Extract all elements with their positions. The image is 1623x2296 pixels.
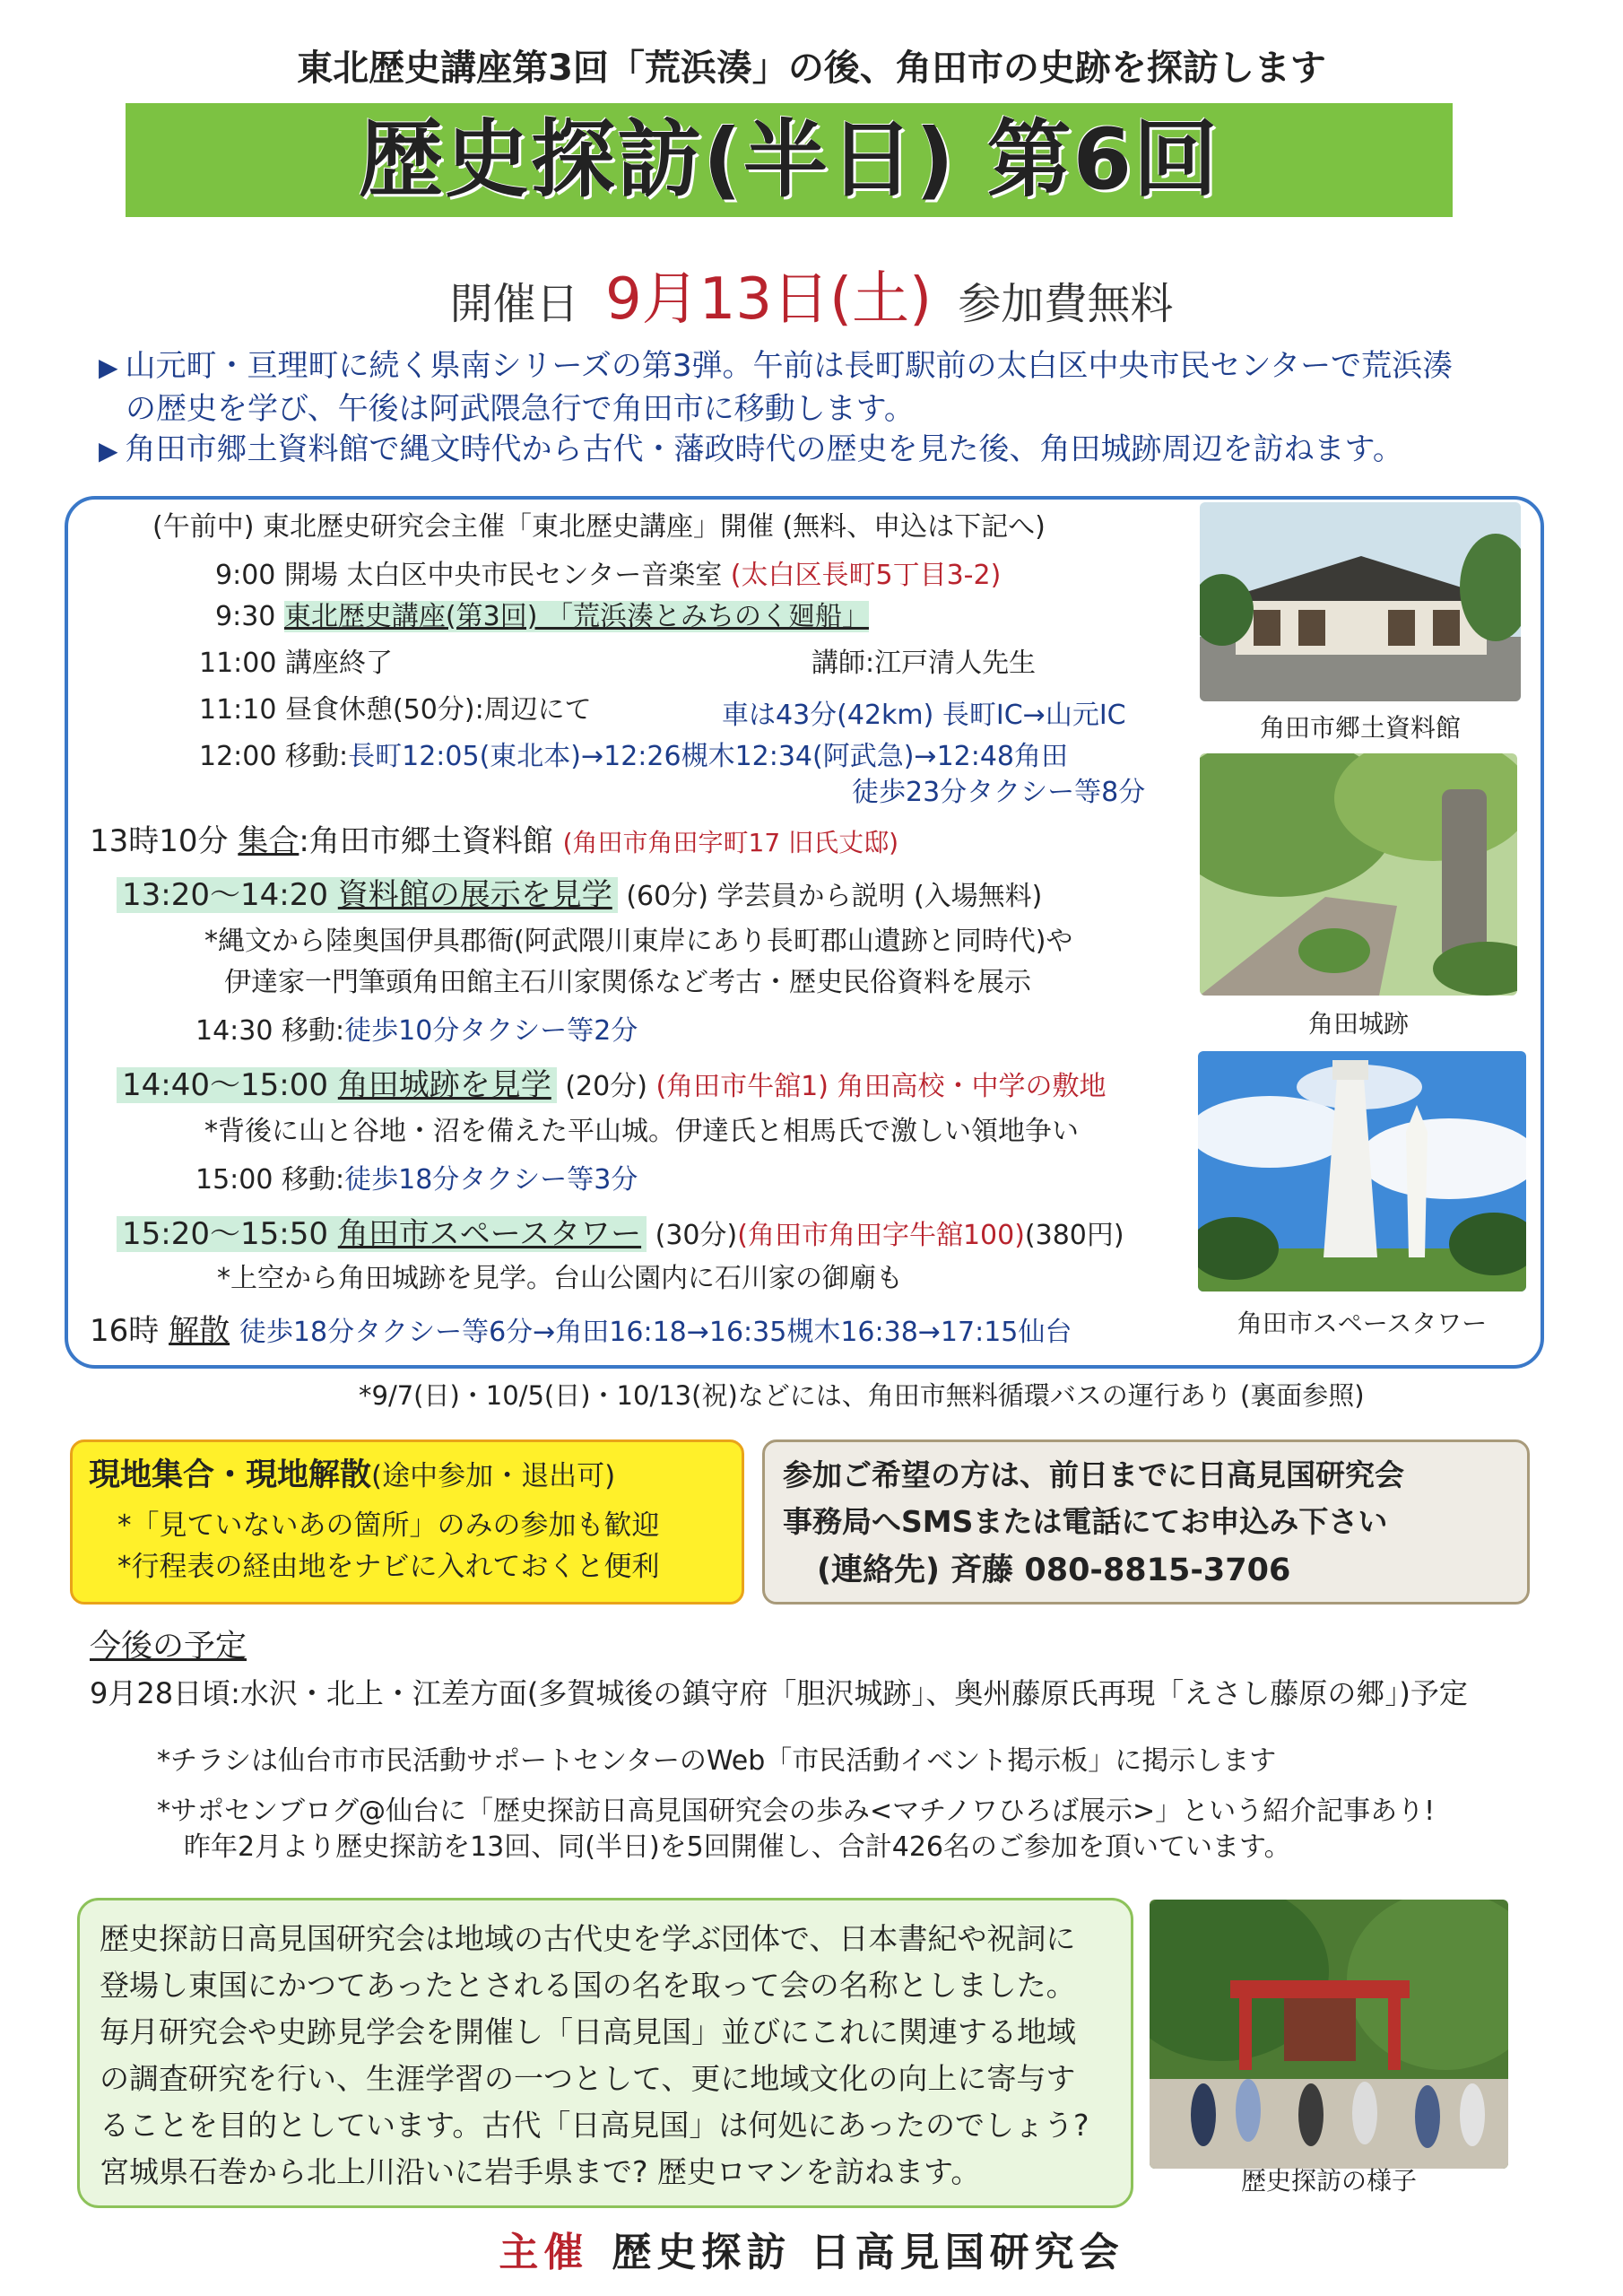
bus-note: *9/7(日)・10/5(日)・10/13(祝)などには、角田市無料循環バスの運行あり (裏面参照) <box>359 1380 1365 1411</box>
about-line: 登場し東国にかつてあったとされる国の名を取って会の名称としました。 <box>100 1968 1076 2003</box>
time-highlight <box>117 1216 647 1252</box>
intro-text: 角田市郷土資料館で縄文時代から古代・藩政時代の歴史を見た後、角田城跡周辺を訪ねます。 <box>125 431 1403 467</box>
note-line-3: 昨年2月より歴史探訪を13回、同(半日)を5回開催し、合計426名のご参加を頂いています。 <box>184 1831 1291 1863</box>
car-route: 車は43分(42km) 長町IC→山元IC <box>722 700 1126 731</box>
gather-place: :角田市郷土資料館 <box>299 823 553 859</box>
schedule-row-1520 <box>117 1216 1124 1254</box>
lecturer: 講師:江戸清人先生 <box>812 648 1037 679</box>
organizer-name: 歴史探訪 日高見国研究会 <box>612 2230 1124 2275</box>
castle-desc: *背後に山と谷地・沼を備えた平山城。伊達氏と相馬氏で激しい領地争い <box>204 1116 1079 1147</box>
schedule-row-1310 <box>90 823 898 861</box>
organizer-footer <box>0 2220 1623 2277</box>
row-address: (角田市角田字牛舘100) <box>737 1220 1025 1251</box>
about-line: の調査研究を行い、生涯学習の一つとして、更に地域文化の向上に寄与す <box>100 2061 1076 2096</box>
activity-title: 資料館の展示を見学 <box>337 877 612 913</box>
intro-item-1 <box>99 345 1542 430</box>
date-line <box>0 253 1623 335</box>
activity-title: 角田城跡を見学 <box>337 1067 551 1103</box>
schedule-row-1440 <box>117 1067 1107 1105</box>
about-line: ることを目的としています。古代「日高見国」は何処にあったのでしょう? <box>100 2108 1089 2143</box>
onsite-line-2: *行程表の経由地をナビに入れておくと便利 <box>117 1551 660 1583</box>
event-subtitle: 東北歴史講座第3回「荒浜湊」の後、角田市の史跡を探訪します <box>297 48 1326 89</box>
row-fee: (380円) <box>1024 1220 1124 1251</box>
time-highlight <box>117 877 618 913</box>
gather-label: 集合 <box>238 823 299 859</box>
photo-caption: 角田市郷土資料館 <box>1259 713 1461 743</box>
row-duration: (30分) <box>655 1220 738 1251</box>
schedule-row-0900 <box>215 558 1001 594</box>
about-line: 宮城県石巻から北上川沿いに岩手県まで? 歴史ロマンを訪ねます。 <box>100 2154 981 2189</box>
row-time: 13時10分 <box>90 823 229 859</box>
onsite-info-box <box>70 1439 744 1605</box>
train-route: 長町12:05(東北本)→12:26槻木12:34(阿武急)→12:48角田 <box>348 741 1069 772</box>
photo-caption: 歴史探訪の様子 <box>1240 2166 1417 2196</box>
schedule-row-1110: 11:10 昼食休憩(50分):周辺にて <box>199 694 592 726</box>
row-text: 9:00 開場 太白区中央市民センター音楽室 <box>215 560 723 591</box>
schedule-row-1320 <box>117 877 1042 915</box>
contact-line-1: 参加ご希望の方は、前日までに日高見国研究会 <box>783 1457 1404 1492</box>
contact-box <box>762 1439 1530 1605</box>
castle-site-photo <box>1200 753 1517 996</box>
schedule-row-0930 <box>215 599 869 635</box>
onsite-title <box>89 1453 615 1499</box>
intro-text: 山元町・亘理町に続く県南シリーズの第3弾。午前は長町駅前の太白区中央市民センターで荒浜湊 <box>125 348 1454 384</box>
organizer-label: 主催 <box>499 2230 589 2275</box>
tower-desc: *上空から角田城跡を見学。台山公園内に石川家の御廟も <box>217 1263 903 1294</box>
row-label: 15:00 移動: <box>195 1164 345 1196</box>
walk-route: 徒歩18分タクシー等3分 <box>344 1164 638 1196</box>
walk-route: 徒歩23分タクシー等8分 <box>852 777 1146 808</box>
note-line-1: *チラシは仙台市市民活動サポートセンターのWeb「市民活動イベント掲示板」に掲示します <box>157 1745 1277 1777</box>
row-label: 12:00 移動: <box>199 741 349 772</box>
time-highlight <box>117 1067 557 1103</box>
row-label: 14:30 移動: <box>195 1015 345 1047</box>
triangle-bullet-icon: ▶ <box>99 436 118 465</box>
schedule-row-1600 <box>90 1313 1072 1351</box>
museum-photo <box>1200 502 1521 701</box>
row-time: 13:20～14:20 <box>122 877 328 913</box>
contact-phone: (連絡先) 斉藤 080-8815-3706 <box>817 1552 1291 1588</box>
about-box <box>77 1898 1133 2208</box>
row-time: 14:40～15:00 <box>122 1067 328 1103</box>
about-line: 毎月研究会や史跡見学会を開催し「日高見国」並びにこれに関連する地域 <box>100 2014 1076 2049</box>
space-tower-photo <box>1198 1051 1526 1292</box>
row-note: (60分) 学芸員から説明 (入場無料) <box>626 881 1043 912</box>
future-item: 9月28日頃:水沢・北上・江差方面(多賀城後の鎮守府「胆沢城跡」、奥州藤原氏再現「えさし藤原の郷」)予定 <box>90 1676 1468 1710</box>
schedule-row-1100: 11:00 講座終了 <box>199 648 393 679</box>
intro-item-2 <box>99 429 1542 472</box>
page-title: 歴史探訪(半日) 第6回 <box>358 111 1220 209</box>
photo-caption: 角田城跡 <box>1307 1009 1409 1039</box>
row-address: (太白区長町5丁目3-2) <box>730 560 1002 591</box>
lecture-title: 東北歴史講座(第3回) 「荒浜湊とみちのく廻船」 <box>283 601 869 632</box>
contact-line-2: 事務局へSMSまたは電話にてお申込み下さい <box>783 1504 1388 1539</box>
row-time: 16時 <box>90 1313 160 1349</box>
row-time: 9:30 <box>215 601 276 632</box>
dismiss-label: 解散 <box>169 1313 230 1349</box>
event-date: 9月13日(土) <box>604 266 933 333</box>
museum-desc-1: *縄文から陸奥国伊具郡衙(阿武隈川東岸にあり長町郡山遺跡と同時代)や <box>204 926 1073 957</box>
future-heading: 今後の予定 <box>90 1629 247 1665</box>
about-line: 歴史探訪日高見国研究会は地域の古代史を学ぶ団体で、日本書紀や祝詞に <box>100 1921 1076 1956</box>
row-duration: (20分) <box>565 1071 647 1102</box>
row-address: (角田市牛舘1) 角田高校・中学の敷地 <box>655 1071 1107 1102</box>
box-title: 現地集合・現地解散 <box>89 1457 372 1493</box>
row-address: (角田市角田字町17 旧氏丈邸) <box>562 828 899 857</box>
schedule-row-1430 <box>195 1013 638 1049</box>
museum-desc-2: 伊達家一門筆頭角田館主石川家関係など考古・歴史民俗資料を展示 <box>224 967 1031 998</box>
note-line-2: *サポセンブログ@仙台に「歴史探訪日高見国研究会の歩み<マチノワひろば展示>」という紹介記事あり! <box>157 1796 1436 1827</box>
date-prefix: 開催日 <box>449 279 579 329</box>
activity-title: 角田市スペースタワー <box>337 1216 642 1252</box>
schedule-row-1200 <box>199 739 1068 775</box>
box-title-note: (途中参加・退出可) <box>371 1460 616 1492</box>
title-banner <box>126 103 1453 217</box>
schedule-row-1500 <box>195 1162 638 1198</box>
onsite-line-1: *「見ていないあの箇所」のみの参加も歓迎 <box>117 1509 660 1542</box>
fee-label: 参加費無料 <box>958 279 1174 329</box>
row-time: 15:20～15:50 <box>122 1216 328 1252</box>
return-route: 徒歩18分タクシー等6分→角田16:18→16:35槻木16:38→17:15仙台 <box>239 1317 1072 1348</box>
intro-text: の歴史を学び、午後は阿武隈急行で角田市に移動します。 <box>126 391 915 427</box>
photo-caption: 角田市スペースタワー <box>1237 1309 1488 1338</box>
walk-route: 徒歩10分タクシー等2分 <box>344 1015 638 1047</box>
morning-header: (午前中) 東北歴史研究会主催「東北歴史講座」開催 (無料、申込は下記へ) <box>152 511 1046 543</box>
triangle-bullet-icon: ▶ <box>99 352 118 382</box>
tour-group-photo <box>1150 1900 1508 2169</box>
